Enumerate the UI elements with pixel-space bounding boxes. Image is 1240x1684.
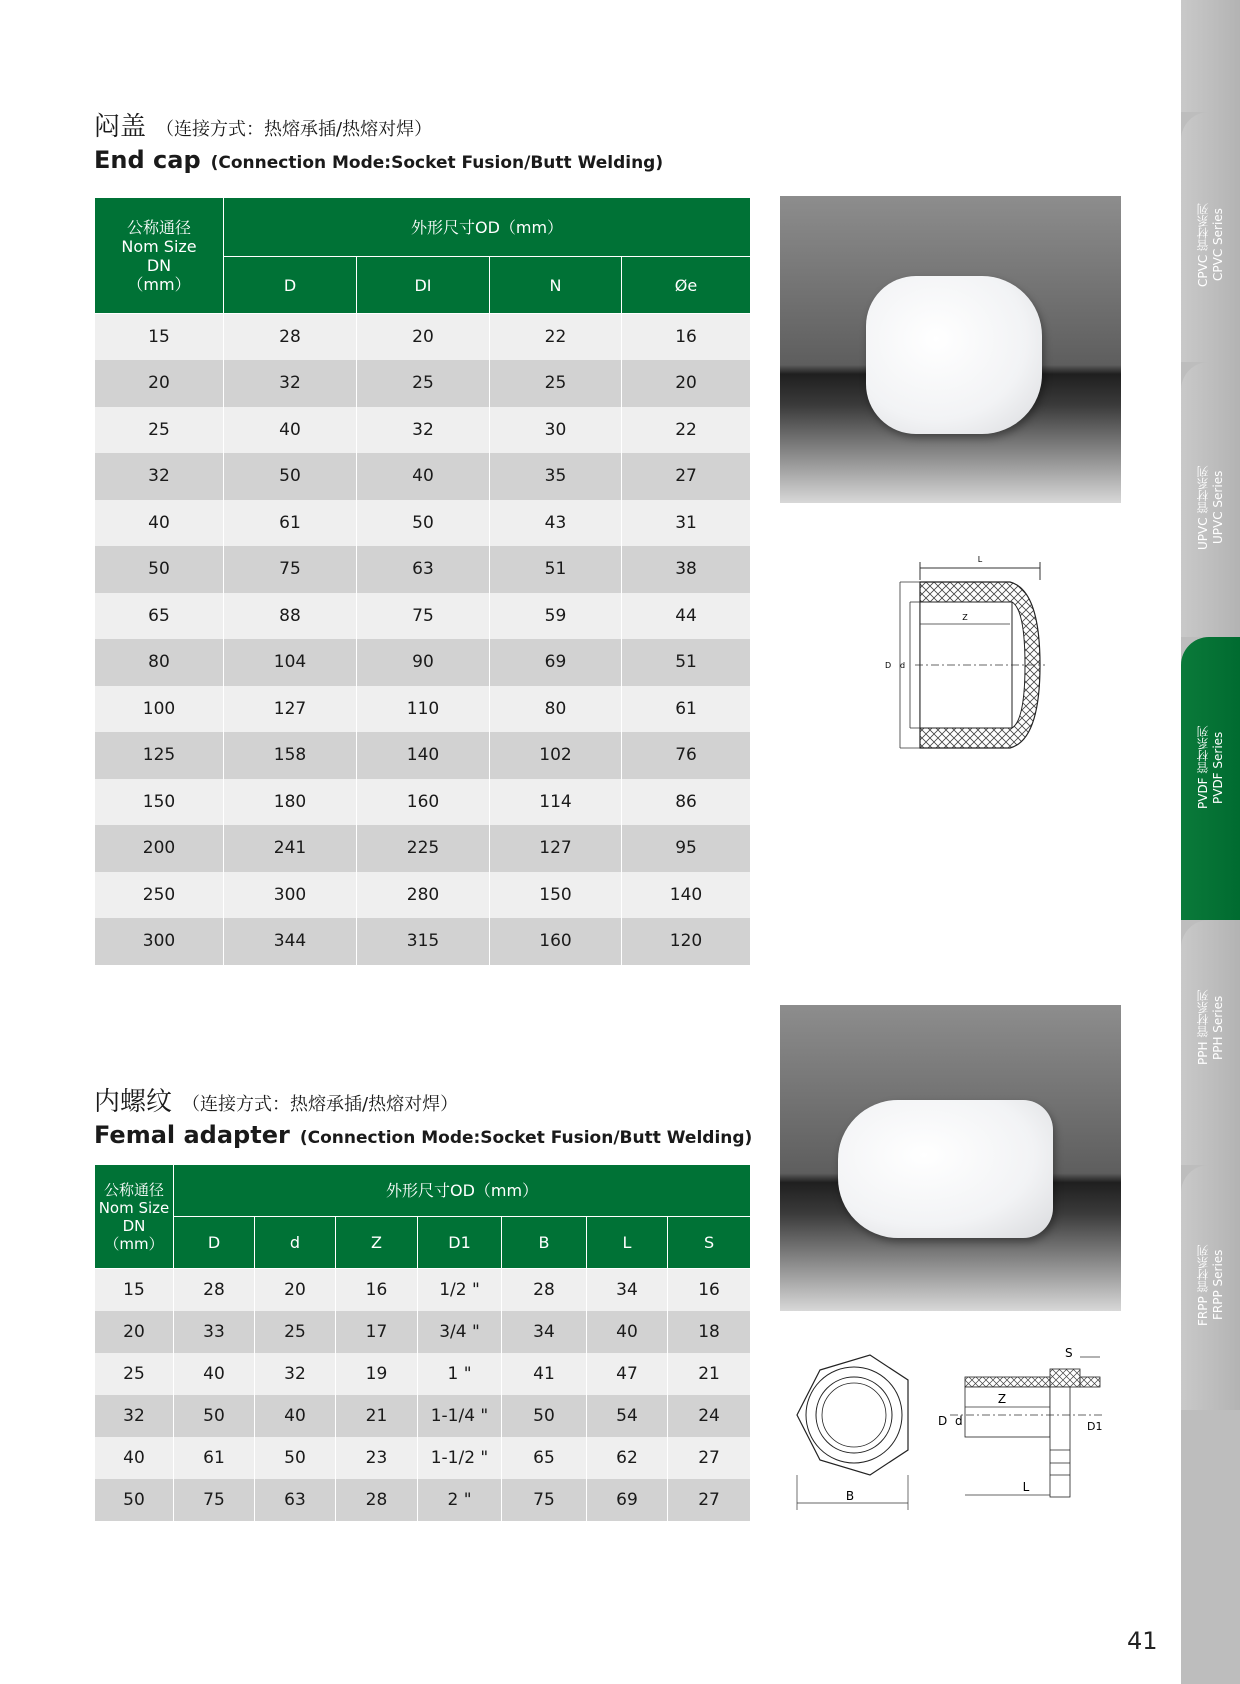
- col-header: D1: [418, 1217, 502, 1269]
- table-cell: 76: [622, 732, 751, 779]
- dim-b-label: B: [845, 1489, 855, 1503]
- col-header: D: [174, 1217, 255, 1269]
- table-cell: 61: [174, 1437, 255, 1479]
- table-cell: 150: [490, 872, 622, 919]
- nom-size-header: 公称通径 Nom Size DN （mm）: [95, 1165, 174, 1269]
- table-row: [95, 639, 751, 686]
- table-cell: 86: [622, 779, 751, 826]
- col-header: d: [255, 1217, 336, 1269]
- table-row: [95, 1479, 751, 1521]
- table-cell: 28: [174, 1269, 255, 1311]
- col-header: B: [502, 1217, 587, 1269]
- table-cell: 250: [95, 872, 224, 919]
- table-cell: 344: [224, 918, 357, 965]
- nom-size-header: 公称通径 Nom Size DN （mm）: [95, 198, 224, 314]
- table-row: [95, 453, 751, 500]
- table-row: [95, 918, 751, 965]
- table-cell: 65: [95, 593, 224, 640]
- dim-d-outer-label: D: [885, 661, 892, 670]
- table-cell: 95: [622, 825, 751, 872]
- table-row: [95, 1353, 751, 1395]
- table-cell: 34: [502, 1311, 587, 1353]
- col-header: D: [224, 257, 357, 314]
- od-header: 外形尺寸OD（mm）: [174, 1165, 751, 1217]
- side-tab-label-pph: PPH 管材系列 PPH Series: [1196, 989, 1225, 1066]
- dim-z2-label: Z: [997, 1392, 1007, 1406]
- table-cell: 25: [357, 360, 490, 407]
- table-cell: 3/4 ": [418, 1311, 502, 1353]
- table-cell: 50: [224, 453, 357, 500]
- dim-d2-outer-label: D: [938, 1414, 948, 1428]
- table-cell: 21: [336, 1395, 418, 1437]
- table-cell: 63: [357, 546, 490, 593]
- table-cell: 44: [622, 593, 751, 640]
- table-cell: 16: [622, 314, 751, 361]
- table-cell: 40: [95, 500, 224, 547]
- table-cell: 1/2 ": [418, 1269, 502, 1311]
- table-cell: 50: [357, 500, 490, 547]
- table-cell: 69: [490, 639, 622, 686]
- table-cell: 21: [668, 1353, 751, 1395]
- table-cell: 30: [490, 407, 622, 454]
- table-cell: 20: [255, 1269, 336, 1311]
- section2-connection-en: (Connection Mode:Socket Fusion/Butt Welding): [299, 1128, 753, 1148]
- col-header: DI: [357, 257, 490, 314]
- side-tab-label-pvdf: PVDF 管材系列 PVDF Series: [1196, 725, 1225, 810]
- section2-connection-zh: （连接方式：热熔承插/热熔对焊）: [182, 1094, 459, 1115]
- section1-title-zh: 闷盖 （连接方式：热熔承插/热熔对焊）: [94, 112, 433, 142]
- table-cell: 1-1/4 ": [418, 1395, 502, 1437]
- table-cell: 300: [224, 872, 357, 919]
- dim-d2-inner-label: d: [955, 1414, 963, 1428]
- table-cell: 40: [255, 1395, 336, 1437]
- table-cell: 160: [490, 918, 622, 965]
- table-cell: 17: [336, 1311, 418, 1353]
- table-cell: 41: [502, 1353, 587, 1395]
- table-cell: 28: [224, 314, 357, 361]
- table-cell: 280: [357, 872, 490, 919]
- table-cell: 35: [490, 453, 622, 500]
- table-cell: 127: [224, 686, 357, 733]
- table-cell: 75: [224, 546, 357, 593]
- table-cell: 75: [174, 1479, 255, 1521]
- table-cell: 38: [622, 546, 751, 593]
- table-cell: 20: [357, 314, 490, 361]
- table-cell: 51: [490, 546, 622, 593]
- dim-z-label: Z: [962, 613, 968, 622]
- table-cell: 47: [587, 1353, 668, 1395]
- dim-s-label: S: [1065, 1346, 1073, 1360]
- table-cell: 27: [668, 1437, 751, 1479]
- table-cell: 104: [224, 639, 357, 686]
- table-cell: 2 ": [418, 1479, 502, 1521]
- section1-connection-en: (Connection Mode:Socket Fusion/Butt Welding): [210, 153, 664, 173]
- table-row: [95, 872, 751, 919]
- femal-adapter-table: [94, 1164, 751, 1521]
- col-header: Z: [336, 1217, 418, 1269]
- table-cell: 43: [490, 500, 622, 547]
- table-cell: 16: [336, 1269, 418, 1311]
- table-row: [95, 1395, 751, 1437]
- table-cell: 19: [336, 1353, 418, 1395]
- femal-adapter-photo: [780, 1005, 1121, 1311]
- table-row: [95, 546, 751, 593]
- table-cell: 50: [95, 546, 224, 593]
- table-cell: 75: [357, 593, 490, 640]
- table-cell: 225: [357, 825, 490, 872]
- dim-l2-label: L: [1022, 1480, 1030, 1494]
- table-cell: 23: [336, 1437, 418, 1479]
- col-header: S: [668, 1217, 751, 1269]
- table-cell: 120: [622, 918, 751, 965]
- table-cell: 69: [587, 1479, 668, 1521]
- table-cell: 125: [95, 732, 224, 779]
- table-cell: 80: [95, 639, 224, 686]
- table-cell: 88: [224, 593, 357, 640]
- table-cell: 27: [622, 453, 751, 500]
- side-tab-label-upvc: UPVC 管材系列 UPVC Series: [1196, 465, 1225, 550]
- table-cell: 61: [622, 686, 751, 733]
- table-cell: 15: [95, 314, 224, 361]
- table-row: [95, 593, 751, 640]
- section2-title-zh: 内螺纹 （连接方式：热熔承插/热熔对焊）: [94, 1087, 459, 1117]
- col-header: Øe: [622, 257, 751, 314]
- table-cell: 32: [255, 1353, 336, 1395]
- table-cell: 90: [357, 639, 490, 686]
- dim-d1-label: D1: [1087, 1420, 1103, 1433]
- end-cap-drawing: [870, 550, 1050, 755]
- table-row: [95, 407, 751, 454]
- table-row: [95, 779, 751, 826]
- table-row: [95, 732, 751, 779]
- table-cell: 15: [95, 1269, 174, 1311]
- table-cell: 32: [224, 360, 357, 407]
- table-row: [95, 360, 751, 407]
- table-cell: 40: [357, 453, 490, 500]
- table-cell: 1 ": [418, 1353, 502, 1395]
- table-cell: 180: [224, 779, 357, 826]
- table-cell: 24: [668, 1395, 751, 1437]
- table-row: [95, 1269, 751, 1311]
- side-tab-top-strip: [1181, 0, 1240, 112]
- table-cell: 31: [622, 500, 751, 547]
- table-cell: 140: [622, 872, 751, 919]
- table-cell: 300: [95, 918, 224, 965]
- table-cell: 33: [174, 1311, 255, 1353]
- table-row: [95, 1311, 751, 1353]
- end-cap-table: [94, 197, 751, 965]
- table-cell: 50: [174, 1395, 255, 1437]
- col-header: L: [587, 1217, 668, 1269]
- table-cell: 25: [490, 360, 622, 407]
- femal-adapter-drawing: [790, 1345, 1110, 1515]
- table-cell: 34: [587, 1269, 668, 1311]
- table-cell: 54: [587, 1395, 668, 1437]
- table-cell: 40: [224, 407, 357, 454]
- table-cell: 200: [95, 825, 224, 872]
- table-cell: 110: [357, 686, 490, 733]
- table-cell: 80: [490, 686, 622, 733]
- side-tab-label-cpvc: CPVC 管材系列 CPVC Series: [1196, 202, 1225, 288]
- table-cell: 22: [622, 407, 751, 454]
- table-cell: 59: [490, 593, 622, 640]
- table-cell: 28: [502, 1269, 587, 1311]
- table-cell: 25: [95, 407, 224, 454]
- od-header: 外形尺寸OD（mm）: [224, 198, 751, 257]
- table-cell: 25: [95, 1353, 174, 1395]
- section1-connection-zh: （连接方式：热熔承插/热熔对焊）: [156, 119, 433, 140]
- table-cell: 150: [95, 779, 224, 826]
- section2-title-en: Femal adapter (Connection Mode:Socket Fusion/Butt Welding): [94, 1121, 753, 1149]
- table-row: [95, 500, 751, 547]
- table-cell: 1-1/2 ": [418, 1437, 502, 1479]
- table-cell: 140: [357, 732, 490, 779]
- table-cell: 50: [255, 1437, 336, 1479]
- table-cell: 50: [502, 1395, 587, 1437]
- table-cell: 28: [336, 1479, 418, 1521]
- table-cell: 65: [502, 1437, 587, 1479]
- table-cell: 22: [490, 314, 622, 361]
- table-cell: 16: [668, 1269, 751, 1311]
- page-number: 41: [1127, 1627, 1158, 1655]
- table-cell: 25: [255, 1311, 336, 1353]
- table-cell: 61: [224, 500, 357, 547]
- table-cell: 40: [587, 1311, 668, 1353]
- table-cell: 20: [622, 360, 751, 407]
- table-cell: 20: [95, 360, 224, 407]
- table-cell: 160: [357, 779, 490, 826]
- table-cell: 50: [95, 1479, 174, 1521]
- table-cell: 100: [95, 686, 224, 733]
- dim-d-inner-label: d: [900, 661, 906, 670]
- table-cell: 315: [357, 918, 490, 965]
- side-tab-label-frpp: FRPP 管材系列 FRPP Series: [1196, 1244, 1225, 1326]
- section1-title-en: End cap (Connection Mode:Socket Fusion/Butt Welding): [94, 146, 664, 174]
- table-cell: 40: [95, 1437, 174, 1479]
- end-cap-photo: [780, 196, 1121, 503]
- dim-l-label: L: [977, 555, 983, 564]
- table-cell: 75: [502, 1479, 587, 1521]
- col-header: N: [490, 257, 622, 314]
- table-cell: 102: [490, 732, 622, 779]
- table-cell: 158: [224, 732, 357, 779]
- table-cell: 40: [174, 1353, 255, 1395]
- table-cell: 62: [587, 1437, 668, 1479]
- table-row: [95, 825, 751, 872]
- table-cell: 27: [668, 1479, 751, 1521]
- table-cell: 20: [95, 1311, 174, 1353]
- table-cell: 32: [95, 1395, 174, 1437]
- table-cell: 114: [490, 779, 622, 826]
- table-cell: 63: [255, 1479, 336, 1521]
- table-cell: 51: [622, 639, 751, 686]
- table-cell: 18: [668, 1311, 751, 1353]
- table-row: [95, 686, 751, 733]
- table-row: [95, 314, 751, 361]
- table-cell: 32: [95, 453, 224, 500]
- table-cell: 32: [357, 407, 490, 454]
- table-row: [95, 1437, 751, 1479]
- table-cell: 241: [224, 825, 357, 872]
- table-cell: 127: [490, 825, 622, 872]
